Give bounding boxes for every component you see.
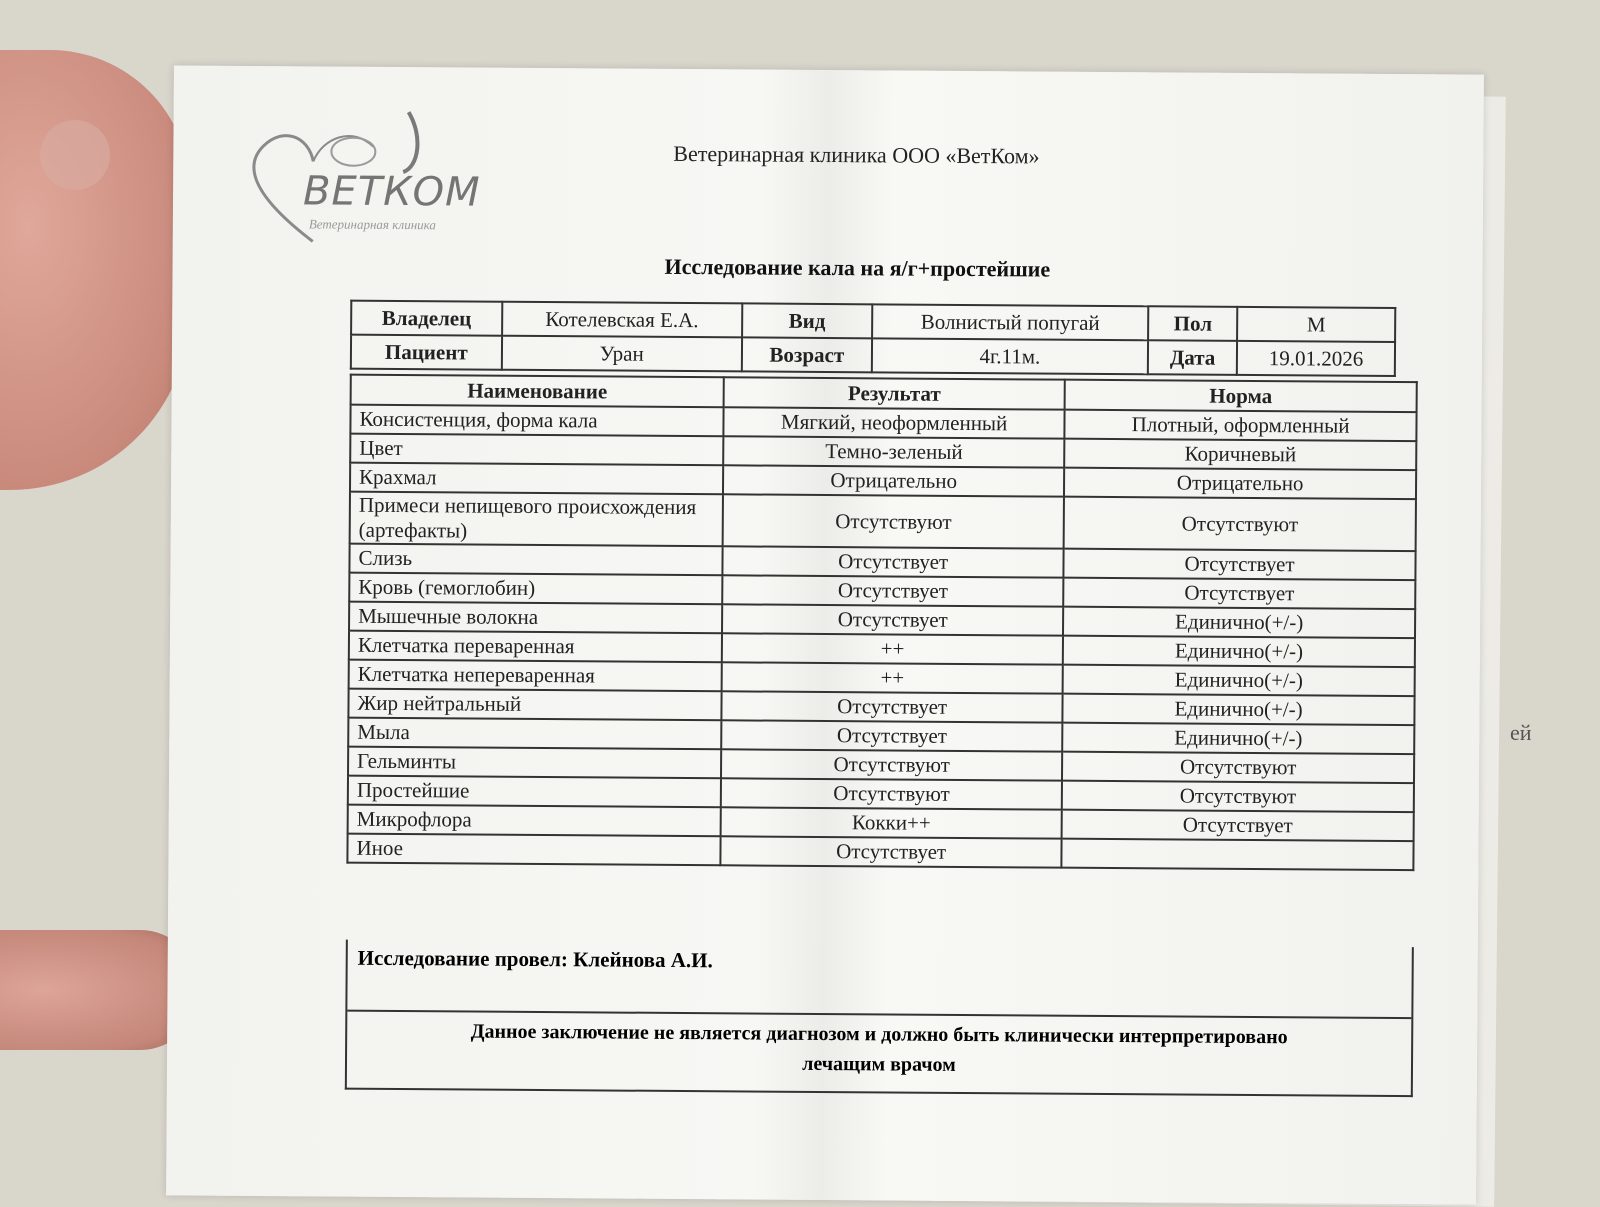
cell-result: Отсутствуют	[721, 778, 1062, 809]
disclaimer-line-2: лечащим врачом	[802, 1052, 956, 1076]
cell-norm: Отсутствует	[1064, 549, 1416, 580]
document-title: Исследование кала на я/г+простейшие	[664, 253, 1051, 282]
table-row	[347, 834, 1413, 870]
sex-value: М	[1237, 307, 1395, 342]
header-norm: Норма	[1065, 380, 1417, 412]
thumbnail	[40, 120, 110, 190]
cell-norm: Коричневый	[1064, 439, 1416, 470]
date-label: Дата	[1148, 340, 1237, 375]
results-body	[347, 405, 1416, 870]
cell-name: Клетчатка переваренная	[349, 631, 722, 663]
sex-label: Пол	[1148, 306, 1237, 341]
cell-name: Мыла	[348, 718, 721, 750]
cell-result: ++	[722, 633, 1063, 664]
header-name: Наименование	[351, 375, 724, 408]
age-label: Возраст	[742, 337, 872, 372]
species-value: Волнистый попугай	[872, 304, 1148, 340]
clinic-title: Ветеринарная клиника ООО «ВетКом»	[673, 140, 1040, 169]
cell-norm: Единично(+/-)	[1063, 636, 1415, 667]
patient-value: Уран	[502, 336, 742, 372]
background-sheet-text: ей	[1510, 720, 1532, 745]
logo-subtitle: Ветеринарная клиника	[308, 216, 437, 233]
date-value: 19.01.2026	[1237, 341, 1395, 376]
header-result: Результат	[724, 377, 1065, 409]
cell-norm: Отсутствует	[1062, 810, 1414, 841]
cell-result: Кокки++	[721, 807, 1062, 838]
report-footer	[345, 940, 1414, 1097]
owner-value: Котелевская Е.А.	[502, 302, 742, 338]
species-label: Вид	[742, 303, 872, 338]
cell-result: ++	[722, 662, 1063, 693]
cell-result: Отсутствует	[721, 720, 1062, 751]
logo-name: ВЕТКОМ	[302, 168, 481, 216]
cell-norm: Единично(+/-)	[1063, 694, 1415, 725]
cell-result: Темно-зеленый	[723, 436, 1064, 467]
cell-name: Примеси непищевого происхождения (артефакты)	[350, 492, 723, 547]
cell-name: Слизь	[349, 544, 722, 576]
cell-name: Иное	[347, 834, 720, 866]
cell-norm: Плотный, оформленный	[1065, 410, 1417, 441]
clinic-logo	[243, 106, 504, 258]
cell-result: Отсутствуют	[723, 494, 1064, 548]
cell-norm: Отсутствует	[1063, 578, 1415, 609]
cell-norm: Отрицательно	[1064, 468, 1416, 499]
cell-name: Консистенция, форма кала	[350, 405, 723, 437]
performed-by: Исследование провел: Клейнова А.И.	[357, 945, 713, 973]
cell-result: Мягкий, неоформленный	[723, 407, 1064, 438]
cell-norm: Единично(+/-)	[1062, 723, 1414, 754]
cell-name: Микрофлора	[348, 805, 721, 837]
cell-result: Отсутствует	[720, 836, 1061, 867]
cell-result: Отсутствует	[721, 691, 1062, 722]
cell-name: Простейшие	[348, 776, 721, 808]
hand-thumb	[0, 50, 190, 490]
cell-result: Отсутствует	[723, 546, 1064, 577]
age-value: 4г.11м.	[872, 338, 1148, 374]
cell-norm	[1062, 839, 1414, 870]
table-row	[350, 492, 1416, 551]
cell-norm: Отсутствуют	[1064, 497, 1416, 551]
cell-result: Отрицательно	[723, 465, 1064, 496]
cell-name: Цвет	[350, 434, 723, 466]
cell-norm: Единично(+/-)	[1063, 665, 1415, 696]
cell-name: Крахмал	[350, 463, 723, 495]
owner-label: Владелец	[351, 301, 502, 336]
patient-label: Пациент	[351, 335, 502, 370]
patient-info-table	[350, 300, 1396, 377]
cell-result: Отсутствуют	[721, 749, 1062, 780]
cell-norm: Единично(+/-)	[1063, 607, 1415, 638]
disclaimer	[367, 1016, 1391, 1083]
results-table	[346, 374, 1417, 871]
cell-norm: Отсутствуют	[1062, 781, 1414, 812]
cell-result: Отсутствует	[722, 575, 1063, 606]
cell-result: Отсутствует	[722, 604, 1063, 635]
cell-norm: Отсутствуют	[1062, 752, 1414, 783]
disclaimer-line-1: Данное заключение не является диагнозом и должно быть клинически интерпретировано	[470, 1020, 1288, 1049]
cell-name: Мышечные волокна	[349, 602, 722, 634]
cell-name: Гельминты	[348, 747, 721, 779]
cell-name: Жир нейтральный	[348, 689, 721, 721]
lab-report-sheet	[166, 65, 1484, 1204]
cell-name: Клетчатка непереваренная	[349, 660, 722, 692]
info-row-2	[351, 335, 1395, 376]
cell-name: Кровь (гемоглобин)	[349, 573, 722, 605]
